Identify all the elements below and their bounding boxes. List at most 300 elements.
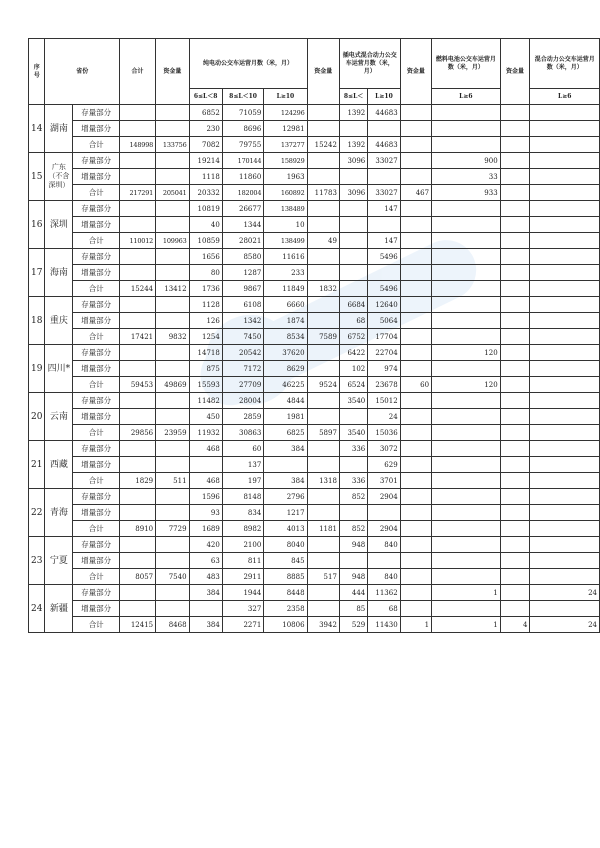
data-cell: 11616 [264, 249, 307, 265]
data-cell: 420 [189, 537, 222, 553]
data-cell [120, 249, 156, 265]
data-cell: 1 [432, 617, 501, 633]
data-cell [500, 169, 530, 185]
data-cell: 7589 [307, 329, 339, 345]
data-cell [120, 265, 156, 281]
row-category: 存量部分 [73, 537, 120, 553]
table-row [29, 377, 600, 393]
data-cell: 8696 [222, 121, 263, 137]
data-cell [307, 393, 339, 409]
data-cell: 27709 [222, 377, 263, 393]
data-cell: 79755 [222, 137, 263, 153]
data-cell [400, 569, 431, 585]
data-cell: 468 [189, 441, 222, 457]
data-cell: 158929 [264, 153, 307, 169]
data-cell: 109963 [156, 233, 189, 249]
data-cell [500, 217, 530, 233]
data-cell [432, 489, 501, 505]
data-cell [120, 457, 156, 473]
data-cell: 1217 [264, 505, 307, 521]
data-cell: 28021 [222, 233, 263, 249]
data-cell: 8910 [120, 521, 156, 537]
row-category: 增量部分 [73, 505, 120, 521]
data-cell [530, 489, 600, 505]
data-cell [400, 201, 431, 217]
data-cell: 4 [500, 617, 530, 633]
row-category: 增量部分 [73, 457, 120, 473]
data-cell: 15593 [189, 377, 222, 393]
data-cell: 60 [400, 377, 431, 393]
row-category: 合计 [73, 329, 120, 345]
data-cell [500, 569, 530, 585]
data-cell: 1392 [339, 137, 367, 153]
data-cell: 8534 [264, 329, 307, 345]
data-cell: 1596 [189, 489, 222, 505]
data-cell: 336 [339, 473, 367, 489]
province-name: 宁夏 [45, 537, 73, 585]
data-cell: 8468 [156, 617, 189, 633]
province-name: 西藏 [45, 441, 73, 489]
data-cell [500, 137, 530, 153]
data-cell [530, 201, 600, 217]
data-cell [400, 521, 431, 537]
province-name: 湖南 [45, 105, 73, 153]
table-row [29, 569, 600, 585]
data-cell [400, 505, 431, 521]
data-cell: 138499 [264, 233, 307, 249]
province-name: 青海 [45, 489, 73, 537]
data-cell [400, 297, 431, 313]
data-cell [500, 201, 530, 217]
data-cell [432, 217, 501, 233]
data-cell [120, 201, 156, 217]
row-category: 存量部分 [73, 441, 120, 457]
data-cell [530, 313, 600, 329]
data-cell: 8580 [222, 249, 263, 265]
data-cell [307, 505, 339, 521]
data-cell: 44683 [368, 105, 400, 121]
table-row [29, 601, 600, 617]
data-cell: 1254 [189, 329, 222, 345]
data-cell: 2911 [222, 569, 263, 585]
data-cell [307, 441, 339, 457]
data-cell: 46225 [264, 377, 307, 393]
data-cell: 33 [432, 169, 501, 185]
data-cell [530, 425, 600, 441]
data-cell: 148998 [120, 137, 156, 153]
table-row [29, 345, 600, 361]
data-cell [530, 537, 600, 553]
row-index: 17 [29, 249, 45, 297]
data-cell [432, 553, 501, 569]
data-cell [400, 217, 431, 233]
row-category: 存量部分 [73, 201, 120, 217]
data-cell: 68 [368, 601, 400, 617]
data-cell [500, 233, 530, 249]
data-cell [400, 425, 431, 441]
data-cell: 529 [339, 617, 367, 633]
data-cell [500, 249, 530, 265]
data-cell [500, 265, 530, 281]
data-cell [307, 345, 339, 361]
data-cell: 23678 [368, 377, 400, 393]
data-cell [500, 585, 530, 601]
row-category: 合计 [73, 377, 120, 393]
header-province: 省份 [45, 39, 120, 105]
data-cell: 629 [368, 457, 400, 473]
data-cell [120, 297, 156, 313]
data-cell: 24 [530, 585, 600, 601]
data-cell [530, 297, 600, 313]
data-cell [530, 233, 600, 249]
data-cell: 8057 [120, 569, 156, 585]
data-cell: 6660 [264, 297, 307, 313]
table-row [29, 137, 600, 153]
data-cell: 7729 [156, 521, 189, 537]
data-cell [307, 105, 339, 121]
data-cell [500, 185, 530, 201]
row-category: 增量部分 [73, 409, 120, 425]
data-cell: 444 [339, 585, 367, 601]
header-funding-4: 资金量 [500, 39, 530, 105]
data-cell [432, 297, 501, 313]
data-cell: 71059 [222, 105, 263, 121]
data-sheet [28, 38, 600, 633]
data-cell: 2271 [222, 617, 263, 633]
data-cell [307, 409, 339, 425]
data-cell: 450 [189, 409, 222, 425]
data-cell: 6108 [222, 297, 263, 313]
header-total: 合计 [120, 39, 156, 105]
data-cell [307, 201, 339, 217]
row-category: 存量部分 [73, 393, 120, 409]
data-cell: 44683 [368, 137, 400, 153]
data-cell: 12981 [264, 121, 307, 137]
data-cell [156, 153, 189, 169]
data-cell [400, 153, 431, 169]
data-cell: 26677 [222, 201, 263, 217]
table-row [29, 201, 600, 217]
row-category: 存量部分 [73, 345, 120, 361]
data-cell [189, 601, 222, 617]
row-index: 24 [29, 585, 45, 633]
data-cell [120, 441, 156, 457]
data-cell: 4013 [264, 521, 307, 537]
data-cell [400, 105, 431, 121]
data-cell [500, 425, 530, 441]
data-cell [400, 553, 431, 569]
data-cell: 8885 [264, 569, 307, 585]
data-cell [156, 201, 189, 217]
data-cell [530, 377, 600, 393]
row-category: 增量部分 [73, 121, 120, 137]
header-phev-group: 插电式混合动力公交车运营月数（米，月） [339, 39, 400, 89]
data-cell: 3072 [368, 441, 400, 457]
data-cell [530, 505, 600, 521]
data-cell: 2904 [368, 521, 400, 537]
data-cell: 7540 [156, 569, 189, 585]
data-cell: 7172 [222, 361, 263, 377]
data-cell: 5897 [307, 425, 339, 441]
data-cell [500, 489, 530, 505]
data-cell [307, 249, 339, 265]
data-cell [339, 201, 367, 217]
table-row [29, 425, 600, 441]
data-cell [500, 601, 530, 617]
data-cell [120, 393, 156, 409]
data-cell: 3540 [339, 425, 367, 441]
data-cell [530, 169, 600, 185]
data-cell [156, 265, 189, 281]
data-cell: 8629 [264, 361, 307, 377]
data-cell: 1342 [222, 313, 263, 329]
header-funding-2: 资金量 [307, 39, 339, 105]
data-cell: 875 [189, 361, 222, 377]
data-cell [307, 313, 339, 329]
data-cell [307, 457, 339, 473]
data-cell [120, 409, 156, 425]
data-cell [307, 121, 339, 137]
data-cell: 2358 [264, 601, 307, 617]
row-category: 合计 [73, 233, 120, 249]
table-row [29, 537, 600, 553]
data-cell: 5064 [368, 313, 400, 329]
table-row [29, 281, 600, 297]
data-cell [368, 553, 400, 569]
data-cell: 80 [189, 265, 222, 281]
data-cell: 120 [432, 377, 501, 393]
data-cell [339, 409, 367, 425]
data-cell: 1656 [189, 249, 222, 265]
data-cell [156, 505, 189, 521]
table-row [29, 393, 600, 409]
data-cell [500, 505, 530, 521]
data-cell [156, 537, 189, 553]
data-cell [368, 265, 400, 281]
data-cell: 40 [189, 217, 222, 233]
data-cell: 1 [400, 617, 431, 633]
data-cell: 933 [432, 185, 501, 201]
data-cell [530, 457, 600, 473]
data-cell: 1736 [189, 281, 222, 297]
data-cell: 1344 [222, 217, 263, 233]
data-cell [120, 585, 156, 601]
data-cell [264, 457, 307, 473]
data-cell: 160892 [264, 185, 307, 201]
data-cell: 900 [432, 153, 501, 169]
data-cell: 30863 [222, 425, 263, 441]
data-cell [120, 313, 156, 329]
subsidy-table [28, 38, 600, 633]
data-cell: 10 [264, 217, 307, 233]
data-cell: 3096 [339, 185, 367, 201]
data-cell [500, 105, 530, 121]
data-cell: 20542 [222, 345, 263, 361]
data-cell [307, 217, 339, 233]
data-cell [432, 521, 501, 537]
data-cell: 37620 [264, 345, 307, 361]
data-cell [400, 393, 431, 409]
data-cell [530, 553, 600, 569]
data-cell: 15244 [120, 281, 156, 297]
data-cell [307, 585, 339, 601]
row-index: 23 [29, 537, 45, 585]
data-cell [156, 409, 189, 425]
table-body [29, 105, 600, 633]
data-cell [120, 361, 156, 377]
data-cell [368, 217, 400, 233]
row-category: 存量部分 [73, 489, 120, 505]
data-cell [500, 457, 530, 473]
data-cell: 147 [368, 201, 400, 217]
row-category: 合计 [73, 617, 120, 633]
table-row [29, 441, 600, 457]
data-cell: 197 [222, 473, 263, 489]
data-cell: 948 [339, 569, 367, 585]
row-category: 存量部分 [73, 585, 120, 601]
data-cell [120, 505, 156, 521]
data-cell: 840 [368, 569, 400, 585]
row-category: 存量部分 [73, 153, 120, 169]
row-index: 21 [29, 441, 45, 489]
data-cell: 1318 [307, 473, 339, 489]
data-cell [120, 553, 156, 569]
data-cell: 1944 [222, 585, 263, 601]
data-cell: 517 [307, 569, 339, 585]
data-cell [432, 409, 501, 425]
data-cell: 60 [222, 441, 263, 457]
data-cell [307, 265, 339, 281]
data-cell: 5496 [368, 249, 400, 265]
data-cell: 2859 [222, 409, 263, 425]
data-cell [120, 537, 156, 553]
header-phev-sub: 8≤L＜ [339, 89, 367, 105]
data-cell: 468 [189, 473, 222, 489]
province-name: 海南 [45, 249, 73, 297]
data-cell [500, 297, 530, 313]
province-name: 四川* [45, 345, 73, 393]
data-cell: 11482 [189, 393, 222, 409]
data-cell [530, 121, 600, 137]
data-cell [156, 489, 189, 505]
data-cell: 12415 [120, 617, 156, 633]
table-row [29, 553, 600, 569]
table-row [29, 617, 600, 633]
data-cell [530, 329, 600, 345]
table-row [29, 217, 600, 233]
data-cell: 1829 [120, 473, 156, 489]
data-cell [156, 345, 189, 361]
data-cell [432, 537, 501, 553]
data-cell: 1689 [189, 521, 222, 537]
data-cell [400, 361, 431, 377]
data-cell [156, 601, 189, 617]
data-cell: 217291 [120, 185, 156, 201]
data-cell [432, 281, 501, 297]
data-cell [432, 249, 501, 265]
data-cell: 2796 [264, 489, 307, 505]
data-cell [307, 601, 339, 617]
header-bev-sub: 8≤L＜10 [222, 89, 263, 105]
data-cell: 49869 [156, 377, 189, 393]
data-cell [530, 441, 600, 457]
data-cell: 3096 [339, 153, 367, 169]
data-cell: 49 [307, 233, 339, 249]
row-category: 合计 [73, 569, 120, 585]
data-cell [432, 137, 501, 153]
province-name: 云南 [45, 393, 73, 441]
header-funding-3: 资金量 [400, 39, 431, 105]
data-cell: 85 [339, 601, 367, 617]
data-cell [530, 185, 600, 201]
data-cell: 1118 [189, 169, 222, 185]
data-cell [500, 393, 530, 409]
data-cell [432, 329, 501, 345]
data-cell [500, 537, 530, 553]
data-cell: 23959 [156, 425, 189, 441]
data-cell [400, 233, 431, 249]
data-cell: 384 [189, 585, 222, 601]
data-cell: 22704 [368, 345, 400, 361]
row-index: 19 [29, 345, 45, 393]
data-cell [530, 281, 600, 297]
data-cell: 6684 [339, 297, 367, 313]
data-cell: 8982 [222, 521, 263, 537]
data-cell [339, 265, 367, 281]
data-cell [339, 457, 367, 473]
data-cell: 483 [189, 569, 222, 585]
data-cell [120, 169, 156, 185]
province-name: 重庆 [45, 297, 73, 345]
data-cell [500, 313, 530, 329]
data-cell: 233 [264, 265, 307, 281]
data-cell [530, 601, 600, 617]
data-cell [120, 121, 156, 137]
header-hev-sub: L≥6 [530, 89, 600, 105]
data-cell: 19214 [189, 153, 222, 169]
row-category: 增量部分 [73, 601, 120, 617]
data-cell [400, 121, 431, 137]
data-cell [400, 313, 431, 329]
data-cell: 120 [432, 345, 501, 361]
table-row [29, 121, 600, 137]
data-cell [500, 409, 530, 425]
data-cell [120, 153, 156, 169]
data-cell [120, 217, 156, 233]
data-cell: 8148 [222, 489, 263, 505]
data-cell [400, 489, 431, 505]
table-row [29, 489, 600, 505]
table-header [29, 39, 600, 105]
data-cell: 137 [222, 457, 263, 473]
data-cell: 29856 [120, 425, 156, 441]
data-cell [530, 265, 600, 281]
row-category: 存量部分 [73, 297, 120, 313]
data-cell: 9832 [156, 329, 189, 345]
data-cell: 384 [189, 617, 222, 633]
data-cell: 11430 [368, 617, 400, 633]
data-cell [368, 505, 400, 521]
data-cell [432, 505, 501, 521]
data-cell: 28004 [222, 393, 263, 409]
data-cell: 7082 [189, 137, 222, 153]
row-category: 增量部分 [73, 265, 120, 281]
data-cell: 9867 [222, 281, 263, 297]
data-cell [530, 361, 600, 377]
row-category: 合计 [73, 425, 120, 441]
data-cell: 11932 [189, 425, 222, 441]
data-cell [120, 489, 156, 505]
